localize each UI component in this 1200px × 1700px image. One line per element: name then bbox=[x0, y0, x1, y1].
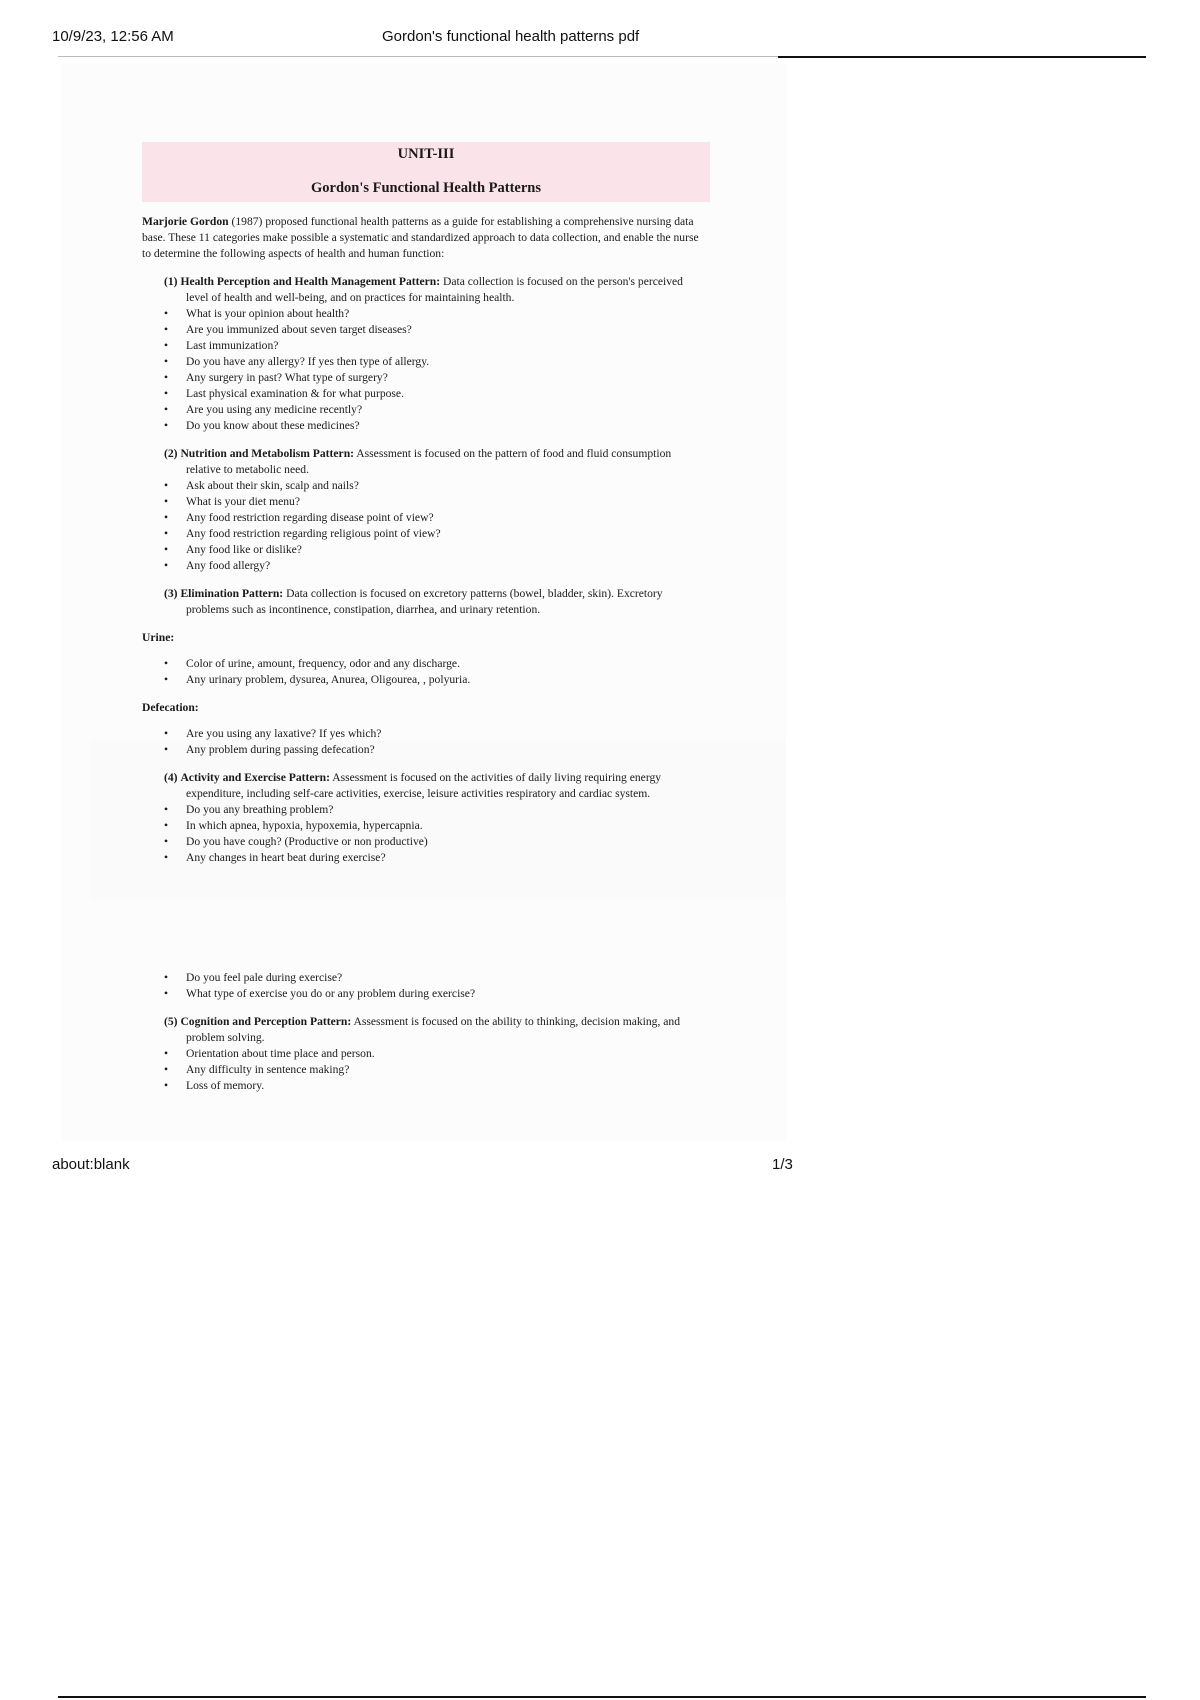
section-heading-4 bbox=[164, 770, 708, 802]
section-description: Data collection is focused on excretory patterns (bowel, bladder, skin). Excretory problems such as incontinence, constipation, diarrhea, and urinary retention. bbox=[186, 587, 663, 616]
document-title: Gordon's Functional Health Patterns bbox=[311, 180, 541, 196]
print-header bbox=[0, 0, 1200, 60]
footer-rule bbox=[58, 1696, 1146, 1698]
section-title: Activity and Exercise Pattern: bbox=[180, 771, 330, 784]
list-item: • Orientation about time place and person. bbox=[142, 1046, 708, 1062]
list-item: • Any food restriction regarding disease point of view? bbox=[142, 510, 708, 526]
list-item: • Are you immunized about seven target diseases? bbox=[142, 322, 708, 338]
urine-label: Urine: bbox=[142, 631, 175, 644]
list-item: • Any food allergy? bbox=[142, 558, 708, 574]
section-heading-3 bbox=[164, 586, 708, 618]
header-rule-light bbox=[58, 56, 778, 57]
defecation-label: Defecation: bbox=[142, 701, 199, 714]
title-band bbox=[142, 142, 710, 202]
list-item: • Loss of memory. bbox=[142, 1078, 708, 1094]
list-item: • Any surgery in past? What type of surgery? bbox=[142, 370, 708, 386]
section-description: Assessment is focused on the ability to thinking, decision making, and problem solving. bbox=[186, 1015, 681, 1044]
section-number: (4) bbox=[164, 771, 178, 784]
section-bullets-2 bbox=[142, 478, 708, 574]
list-item: • What is your opinion about health? bbox=[142, 306, 708, 322]
document-body bbox=[142, 142, 708, 1094]
header-rule bbox=[778, 56, 1146, 58]
section-title: Health Perception and Health Management Pattern: bbox=[180, 275, 441, 288]
section-bullets-4 bbox=[142, 802, 708, 866]
page-gap bbox=[142, 866, 708, 970]
list-item: • Last immunization? bbox=[142, 338, 708, 354]
section-bullets-5 bbox=[142, 1046, 708, 1094]
section-description: Data collection is focused on the person's perceived level of health and well-being, and on practices for maintaining health. bbox=[186, 275, 683, 304]
list-item: • Any urinary problem, dysurea, Anurea, Oligourea, , polyuria. bbox=[142, 672, 708, 688]
intro-paragraph bbox=[142, 214, 708, 262]
intro-text: (1987) proposed functional health patterns as a guide for establishing a comprehensive nursing data base. These 11 categories make possible a systematic and standardized approach to data collection, and enable the nurse to determine the following aspects of health and human function: bbox=[142, 215, 699, 260]
section-bullets-continued bbox=[142, 970, 708, 1002]
section-bullets-1 bbox=[142, 306, 708, 434]
section-heading-5 bbox=[164, 1014, 708, 1046]
print-page-number: 1/3 bbox=[772, 1156, 793, 1173]
list-item: • Are you using any medicine recently? bbox=[142, 402, 708, 418]
list-item: • Do you have cough? (Productive or non productive) bbox=[142, 834, 708, 850]
pattern-sections bbox=[142, 274, 708, 1094]
section-number: (1) bbox=[164, 275, 178, 288]
list-item: • Do you feel pale during exercise? bbox=[142, 970, 708, 986]
section-description: Assessment is focused on the activities of daily living requiring energy expenditure, including self-care activities, exercise, leisure activities respiratory and cardiac system. bbox=[186, 771, 662, 800]
section-heading-1 bbox=[164, 274, 708, 306]
section-title: Cognition and Perception Pattern: bbox=[180, 1015, 352, 1028]
list-item: • Any problem during passing defecation? bbox=[142, 742, 708, 758]
list-item: • Do you know about these medicines? bbox=[142, 418, 708, 434]
section-number: (5) bbox=[164, 1015, 178, 1028]
intro-author: Marjorie Gordon bbox=[142, 215, 229, 228]
defecation-bullets bbox=[142, 726, 708, 758]
list-item: • Do you have any allergy? If yes then type of allergy. bbox=[142, 354, 708, 370]
urine-bullets bbox=[142, 656, 708, 688]
print-url: about:blank bbox=[52, 1156, 130, 1173]
section-heading-2 bbox=[164, 446, 708, 478]
section-title: Nutrition and Metabolism Pattern: bbox=[180, 447, 355, 460]
list-item: • Ask about their skin, scalp and nails? bbox=[142, 478, 708, 494]
list-item: • In which apnea, hypoxia, hypoxemia, hypercapnia. bbox=[142, 818, 708, 834]
section-number: (2) bbox=[164, 447, 178, 460]
section-title: Elimination Pattern: bbox=[180, 587, 284, 600]
section-number: (3) bbox=[164, 587, 178, 600]
list-item: • Do you any breathing problem? bbox=[142, 802, 708, 818]
list-item: • What type of exercise you do or any problem during exercise? bbox=[142, 986, 708, 1002]
list-item: • Color of urine, amount, frequency, odor and any discharge. bbox=[142, 656, 708, 672]
list-item: • Any food like or dislike? bbox=[142, 542, 708, 558]
section-description: Assessment is focused on the pattern of food and fluid consumption relative to metabolic need. bbox=[186, 447, 672, 476]
print-title: Gordon's functional health patterns pdf bbox=[382, 28, 640, 45]
unit-heading: UNIT-III bbox=[397, 146, 455, 162]
print-datetime: 10/9/23, 12:56 AM bbox=[52, 28, 174, 45]
list-item: • Any changes in heart beat during exercise? bbox=[142, 850, 708, 866]
list-item: • Any food restriction regarding religious point of view? bbox=[142, 526, 708, 542]
list-item: • What is your diet menu? bbox=[142, 494, 708, 510]
list-item: • Last physical examination & for what purpose. bbox=[142, 386, 708, 402]
list-item: • Any difficulty in sentence making? bbox=[142, 1062, 708, 1078]
list-item: • Are you using any laxative? If yes which? bbox=[142, 726, 708, 742]
